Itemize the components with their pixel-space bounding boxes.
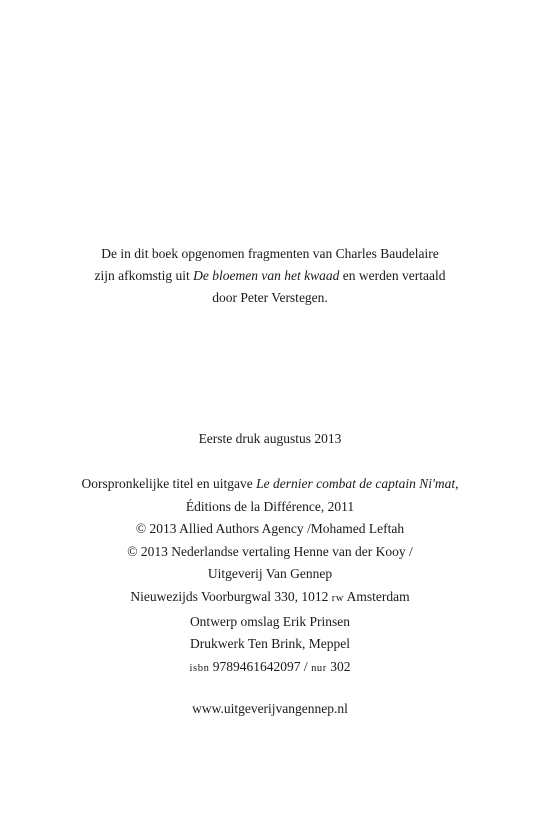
isbn-value: 9789461642097 / (209, 658, 312, 674)
copyright-original-line: © 2013 Allied Authors Agency /Mohamed Leftah (135, 521, 405, 537)
baudelaire-note (0, 243, 540, 309)
first-print-info (0, 428, 540, 450)
publisher-line: Uitgeverij Van Gennep (207, 566, 333, 582)
website-info (0, 698, 540, 720)
book-title-italic: De bloemen van het kwaad (193, 268, 340, 283)
address-postcode-letters: rw (331, 592, 345, 604)
note-line-1: De in dit boek opgenomen fragmenten van Charles Baudelaire (101, 246, 439, 261)
note-line-2-end: en werden vertaald (339, 268, 446, 283)
original-title-label: Oorspronkelijke titel en uitgave (81, 476, 257, 491)
address-street: Nieuwezijds Voorburgwal 330, 1012 (130, 588, 332, 604)
cover-design-line: Ontwerp omslag Erik Prinsen (189, 613, 351, 629)
original-title-italic: Le dernier combat de captain Ni'mat, (256, 476, 459, 491)
original-title-line (0, 473, 540, 496)
nur-label: nur (311, 662, 327, 674)
isbn-line (0, 656, 540, 681)
note-line-2-start: zijn afkomstig uit (94, 268, 194, 283)
note-line-3: door Peter Verstegen. (212, 290, 328, 305)
first-print-line: Eerste druk augustus 2013 (198, 431, 342, 446)
note-line-2 (0, 265, 540, 287)
original-publisher-line: Éditions de la Différence, 2011 (185, 498, 355, 514)
nur-value: 302 (326, 658, 351, 674)
publication-details (0, 473, 540, 680)
website-url: www.uitgeverijvangennep.nl (192, 701, 348, 716)
printing-line: Drukwerk Ten Brink, Meppel (189, 636, 351, 652)
isbn-label: isbn (189, 662, 210, 674)
copyright-translation-line: © 2013 Nederlandse vertaling Henne van der Kooy / (127, 543, 413, 559)
address-city: Amsterdam (344, 588, 410, 604)
address-line (0, 586, 540, 611)
